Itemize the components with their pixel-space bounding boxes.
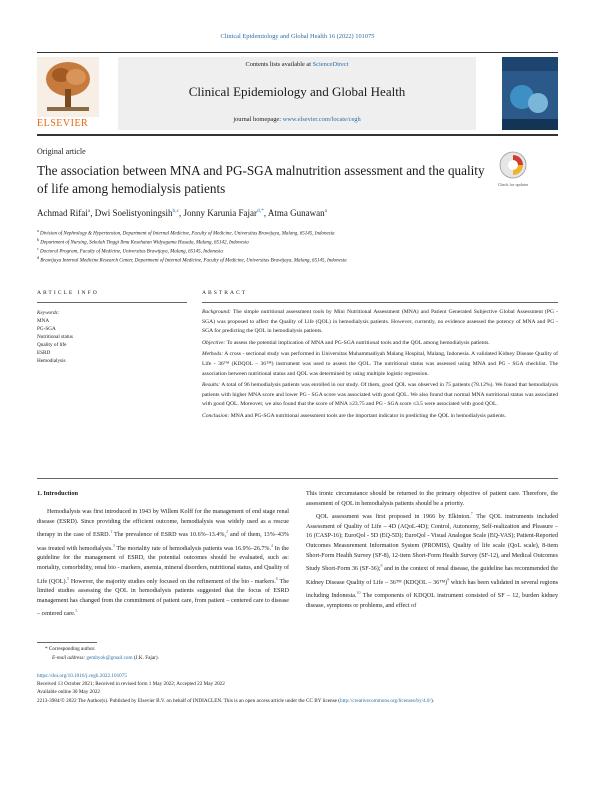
abstract-label: Methods: [202,351,224,358]
abstract-text: A cross - sectional study was performed in Universitas Muhammadiyah Malang Hospital, Malang, Indonesia. A validated Kidney Disease Quality of Life - 36™ (KDQOL – 36™) instrument was used to assess the QOL. The nutritional status was assessed using MNA and PG - SGA checklist. The association between nutritional status and QOL was determined by using multiple logistic regression. [202,351,558,377]
author-name: Atma Gunawan [267,208,325,218]
sciencedirect-link[interactable]: ScienceDirect [312,61,349,68]
reference-link[interactable]: 4 [271,542,274,548]
affil-text: Brawijaya Internal Medicine Research Center, Department of Internal Medicine, Faculty of Medicine, Universitas Brawijaya, Malang, 65145, Indonesia [40,258,347,264]
reference-link[interactable]: 8 [380,563,383,569]
journal-title: Clinical Epidemiology and Global Health [188,84,406,99]
affil-mark: c [37,246,39,251]
contents-line [118,61,476,68]
license-link[interactable]: http://creativecommons.org/licenses/by/4.0/ [339,697,431,704]
keyword: PG-SGA [37,326,56,332]
author-affil-mark[interactable]: b,c [172,208,180,214]
reference-link[interactable]: 2 [226,529,229,535]
text-run: The prevalence of ESRD was 10.6%–13.4%, [112,532,227,539]
article-info-rule [37,302,187,303]
author-affil-mark[interactable]: d,* [257,208,264,214]
footnote-text: Corresponding author. [48,646,96,652]
abstract-text: To assess the potential implication of MNA and PG-SGA nutritional tools and the QOL among hemodialysis patients. [225,339,490,346]
homepage-prefix: journal homepage: [233,116,283,123]
text-run: The components of KDQOL instrument consisted of SF – 12, burden kidney disease, symptoms or problems, and effect of [306,593,558,610]
affiliation [37,255,347,264]
abstract-rule [202,302,558,303]
journal-citation[interactable]: Clinical Epidemiology and Global Health 16 (2022) 101075 [220,33,375,40]
contents-prefix: Contents lists available at [245,61,313,68]
reference-link[interactable]: 3 [112,542,115,548]
publisher-wordmark: ELSEVIER [37,118,89,129]
copyright-end: ). [430,697,434,704]
doi-link[interactable]: https://doi.org/10.1016/j.cegh.2022.101075 [37,673,127,679]
header-top-rule [37,52,558,53]
left-column-text [37,508,289,620]
text-run: Hemodialysis was first introduced in 1943 by Willem Kolff for the management of end stage renal disease (ESRD). Since providing the efficient outcome, hemodialysis was widely used as a rescue therapy in the case of ESRD. [37,509,289,539]
keyword: Nutritional status [37,334,73,340]
author-affil-mark[interactable]: a [324,208,328,214]
reference-link[interactable]: 10 [356,590,361,596]
email-note [52,655,159,661]
email-link[interactable]: gembyok@gmail.com [86,655,133,661]
article-history [37,672,558,705]
author-name: Jonny Karunia Fajar [183,208,258,218]
abstract-label: Objective: [202,339,226,346]
received-dates: Received 13 October 2021; Received in revised form 1 May 2022; Accepted 22 May 2022 [37,681,225,688]
keyword: ESRD [37,350,51,356]
abstract-body [202,308,558,424]
abstract-text: A total of 96 hemodialysis patients was enrolled in our study. Of them, good QOL was observed in 75 patients (78.12%). We found that hemodialysis patients with higher MNA score and lower PG - SGA score was associated with good QOL. We also found that normal MNA nutritional status was associated with good QOL. Moreover, we also found that the score of MNA ≥23.75 and PG - SGA score ≤3.5 were associated with good QOL. [202,382,558,408]
affiliation [37,237,249,246]
reference-link[interactable]: 5 [75,608,78,614]
keyword: Hemodialysis [37,358,66,364]
journal-cover-image [502,57,558,130]
abstract-label: Background: [202,309,231,315]
keywords-label: Keywords: [37,310,60,316]
email-suffix: (J.K. Fajar). [132,655,159,661]
paragraph [306,490,558,509]
available-date: Available online 30 May 2022 [37,689,101,696]
abstract-methods [202,350,558,379]
text-run: and of them, 13%–43% was treated with hemodialysis. [37,532,289,552]
reference-link[interactable]: 7 [470,511,473,517]
header-bottom-rule [37,134,558,136]
affil-text: Division of Nephrology & Hypertension, Department of Internal Medicine, Faculty of Medicine, Universitas Brawijaya, Malang, 65145, Indonesia [40,231,335,237]
reference-link[interactable]: 5 [67,575,70,581]
text-run: QOL assessment was first proposed in 1966 by Elkinton. [316,514,471,521]
paragraph [306,509,558,611]
text-run: The mortality rate of hemodialysis patients was 16.9%–26.7%. [114,545,272,552]
affil-mark: d [37,255,39,260]
affil-text: Department of Nursing, Sekolah Tinggi Ilmu Kesehatan Widyagama Husada, Malang, 65142, Indonesia [40,240,249,246]
email-label: E-mail address: [52,655,87,661]
text-run: which has been validated in several regions including Indonesia. [306,579,558,600]
section-heading: 1. Introduction [37,490,79,497]
author-list: Achmad Rifai$^a$, Dwi Soelistyoningsih$^{b,c}$, Jonny Karunia Fajar$^{d,*}$, Atma Gunawan$^a$ [37,208,328,218]
reference-link[interactable]: 6 [275,575,278,581]
check-for-updates-icon[interactable] [498,150,528,180]
right-column-text [306,490,558,612]
abstract-objective [202,339,558,349]
abstract-label: Results: [202,382,221,389]
abstract-results [202,381,558,410]
affil-mark: b [37,237,39,242]
homepage-line [118,116,476,123]
text-run: This ironic circumstance should be returned to the primary objective of patient care. Therefore, the assessment of QOL in hemodialysis patients should be a priority. [306,491,558,507]
abstract-text: MNA and PG-SGA nutritional assessment tools are the important indicator in predicting the QOL in hemodialysis patients. [229,412,507,419]
text-run: However, the majority studies only focused on the refinement of the bio - markers. [69,578,276,585]
copyright-line [37,697,558,705]
article-info-heading: ARTICLE INFO [37,290,99,296]
text-run: and in the context of renal disease, the guideline has recommended the Kidney Disease Quality of Life – 36™ (KDQOL – 36™) [306,566,559,586]
paragraph [37,508,289,620]
author-affil-mark[interactable]: a [87,208,91,214]
abstract-background [202,308,558,337]
text-run: The limited studies assessing the QOL in hemodialysis patients suggested that the focus of ESRD management has changed from the commitment of patient care, from patient – centered care to disease – centered care. [37,578,290,618]
reference-link[interactable]: 1 [110,529,113,535]
footnote-rule [37,642,97,643]
affiliation [37,246,223,255]
keyword: MNA [37,318,50,324]
abstract-label: Conclusion: [202,412,230,419]
text-run: The QOL instruments included Assessment of Quality of Life – 4D (AQoL-4D); Control, Autonomy, Self-realization and Pleasure – 16 (CASP-16); EuroQol - 5D (EQ-5D); EuroQol - Visual Analogue Scale (EQ-VAS); Patient-Reported Outcomes Measurement Information System (PROMIS), Quality of life scale (QoL scale), 8-item Short-Form Health Survey (SF-8), 12-item Short-Form Health Survey (SF-12), and Medical Outcomes Study Short-Form 36 (SF-36); [306,514,558,573]
check-for-updates-label[interactable]: Check for updates [497,182,529,187]
abstract-end-rule [37,478,558,479]
article-title: The association between MNA and PG-SGA malnutrition assessment and the quality of life among hemodialysis patients [37,163,485,196]
affil-mark: a [37,228,39,233]
homepage-link[interactable]: www.elsevier.com/locate/cegh [282,116,361,123]
reference-link[interactable]: 9 [447,576,450,582]
abstract-heading: ABSTRACT [202,290,248,296]
elsevier-tree-logo [37,57,99,125]
corresponding-author-note: * Corresponding author. [45,646,96,652]
text-run: In the guideline for the management of ESRD, the potential outcomes should be evaluated, such as: mortality, comorbidity, renal bio - markers, anemia, mineral disorders, nutritional status, and Quality of Life (QOL). [37,545,289,585]
keyword: Quality of life [37,342,67,348]
affiliation [37,228,335,237]
abstract-conclusion [202,412,558,422]
author-name: Dwi Soelistyoningsih [94,208,173,218]
copyright-text: 2213-3984/© 2022 The Author(s). Published by Elsevier B.V. on behalf of INDIACLEN. This is an open access article under the CC BY license ( [37,697,340,704]
affil-text: Doctoral Program, Faculty of Medicine, Universitas Brawijaya, Malang, 65145, Indonesia [40,249,223,255]
article-type: Original article [37,147,86,156]
author-name: Achmad Rifai [37,208,88,218]
abstract-text: The simple nutritional assessment tools by Mini Nutritional Assessment (MNA) and Patient Generated Subjective Global Assessment (PG - SGA) was proposed to affect the Quality of Life (QOL) in hemodialysis patients. However, currently, no evidence assessed the potency of MNA and PG - SGA for predicting the QOL in hemodialysis patients. [202,309,558,335]
